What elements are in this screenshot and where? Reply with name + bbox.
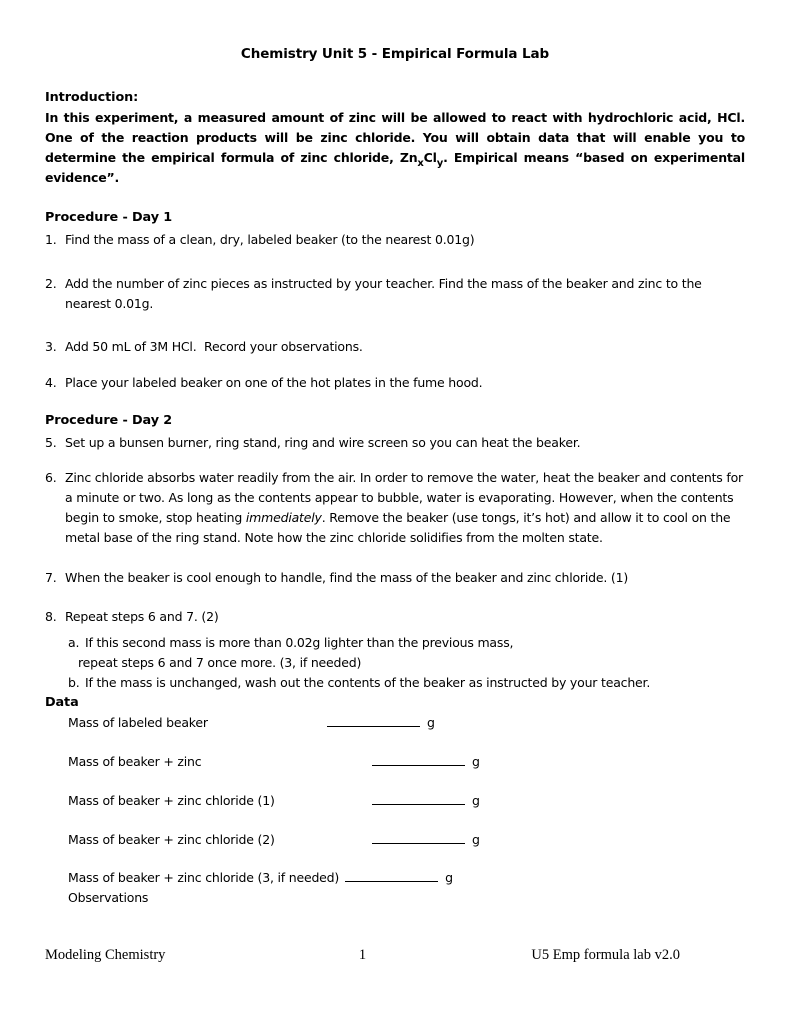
unit-label: g — [445, 870, 453, 885]
procedure-item-5 — [45, 433, 745, 453]
item-text: Add 50 mL of 3M HCl. Record your observations. — [65, 339, 363, 354]
data-heading: Data — [45, 695, 79, 710]
fill-in-blank — [327, 713, 420, 727]
fill-in-blank — [372, 752, 465, 766]
emphasis-immediately: immediately — [245, 510, 322, 525]
introduction-paragraph — [45, 108, 745, 188]
data-row-beaker-zinc — [68, 752, 745, 772]
page-number: 1 — [358, 947, 367, 963]
item-6-text-before: Zinc chloride absorbs water readily from the air. In order to remove the water, heat the beaker and contents for a minute or two. As long as the contents appear to bubble, water is evaporating. However, when the contents begin to smoke, stop heating — [65, 470, 747, 525]
procedure-item-7 — [45, 568, 745, 588]
subitem-b — [68, 673, 745, 693]
data-row-label: Mass of beaker + zinc chloride (2) — [68, 832, 275, 847]
procedure-day1-heading: Procedure - Day 1 — [45, 210, 173, 225]
item-text: Repeat steps 6 and 7. (2) — [65, 609, 219, 624]
data-row-chloride-2 — [68, 830, 745, 850]
item-number: 4. — [45, 375, 57, 390]
unit-label: g — [472, 754, 480, 769]
data-row-label: Mass of beaker + zinc — [68, 754, 202, 769]
intro-line-3-post: . Empirical means “based on experimental — [443, 150, 745, 165]
intro-line-4: evidence”. — [45, 170, 120, 185]
item-number: 7. — [45, 570, 57, 585]
item-text — [65, 468, 745, 548]
data-row-label: Mass of beaker + zinc chloride (1) — [68, 793, 275, 808]
item-number: 3. — [45, 339, 57, 354]
formula-subscript-y: y — [436, 157, 444, 169]
item-number: 6. — [45, 470, 57, 485]
item-number: 1. — [45, 232, 57, 247]
item-number: 5. — [45, 435, 57, 450]
item-text: Set up a bunsen burner, ring stand, ring and wire screen so you can heat the beaker. — [65, 435, 581, 450]
document-title: Chemistry Unit 5 - Empirical Formula Lab — [240, 46, 550, 62]
procedure-item-2 — [45, 274, 745, 314]
subitem-text: If the mass is unchanged, wash out the contents of the beaker as instructed by your teacher. — [85, 675, 651, 690]
data-row-chloride-1 — [68, 791, 745, 811]
data-row-beaker — [68, 713, 745, 733]
intro-line-2: One of the reaction products will be zinc chloride. You will obtain data that will enable you to — [45, 130, 745, 145]
page-footer — [45, 946, 680, 964]
fill-in-blank — [372, 830, 465, 844]
introduction-heading: Introduction: — [45, 90, 139, 105]
observations-label: Observations — [68, 890, 149, 905]
procedure-item-6 — [45, 468, 745, 548]
subitem-a — [68, 633, 745, 653]
item-6-text-after: . Remove the beaker (use tongs, it’s hot) and allow it to cool on the metal base of the ring stand. Note how the zinc chloride solidifies from the molten state. — [65, 510, 735, 545]
unit-label: g — [427, 715, 435, 730]
procedure-item-3 — [45, 337, 745, 357]
footer-left-text: Modeling Chemistry — [45, 947, 166, 963]
unit-label: g — [472, 793, 480, 808]
item-number: 2. — [45, 276, 57, 291]
intro-line-3-pre: determine the empirical formula of zinc chloride, Zn — [45, 150, 418, 165]
procedure-item-1 — [45, 230, 745, 250]
footer-right-text: U5 Emp formula lab v2.0 — [531, 947, 680, 963]
fill-in-blank — [345, 868, 438, 882]
item-text: Find the mass of a clean, dry, labeled beaker (to the nearest 0.01g) — [65, 232, 475, 247]
subitem-a-continuation: repeat steps 6 and 7 once more. (3, if needed) — [78, 655, 362, 670]
subitem-text: If this second mass is more than 0.02g lighter than the previous mass, — [85, 635, 514, 650]
procedure-item-8 — [45, 607, 745, 627]
procedure-item-4 — [45, 373, 745, 393]
data-row-chloride-3 — [68, 868, 745, 888]
fill-in-blank — [372, 791, 465, 805]
unit-label: g — [472, 832, 480, 847]
data-row-label: Mass of labeled beaker — [68, 715, 208, 730]
procedure-day2-heading: Procedure - Day 2 — [45, 413, 173, 428]
intro-line-3 — [45, 148, 745, 168]
item-number: 8. — [45, 609, 57, 624]
data-row-label: Mass of beaker + zinc chloride (3, if needed) — [68, 870, 340, 885]
intro-line-1: In this experiment, a measured amount of zinc will be allowed to react with hydrochloric acid, HCl. — [45, 110, 745, 125]
item-text: When the beaker is cool enough to handle, find the mass of the beaker and zinc chloride. (1) — [65, 570, 629, 585]
item-text: Place your labeled beaker on one of the hot plates in the fume hood. — [65, 375, 483, 390]
formula-subscript-x: x — [417, 157, 424, 169]
item-text: Add the number of zinc pieces as instructed by your teacher. Find the mass of the beaker and zinc to the nearest 0.01g. — [65, 276, 706, 311]
subitem-letter: b. — [68, 675, 80, 690]
intro-line-3-mid: Cl — [423, 150, 437, 165]
subitem-letter: a. — [68, 635, 80, 650]
